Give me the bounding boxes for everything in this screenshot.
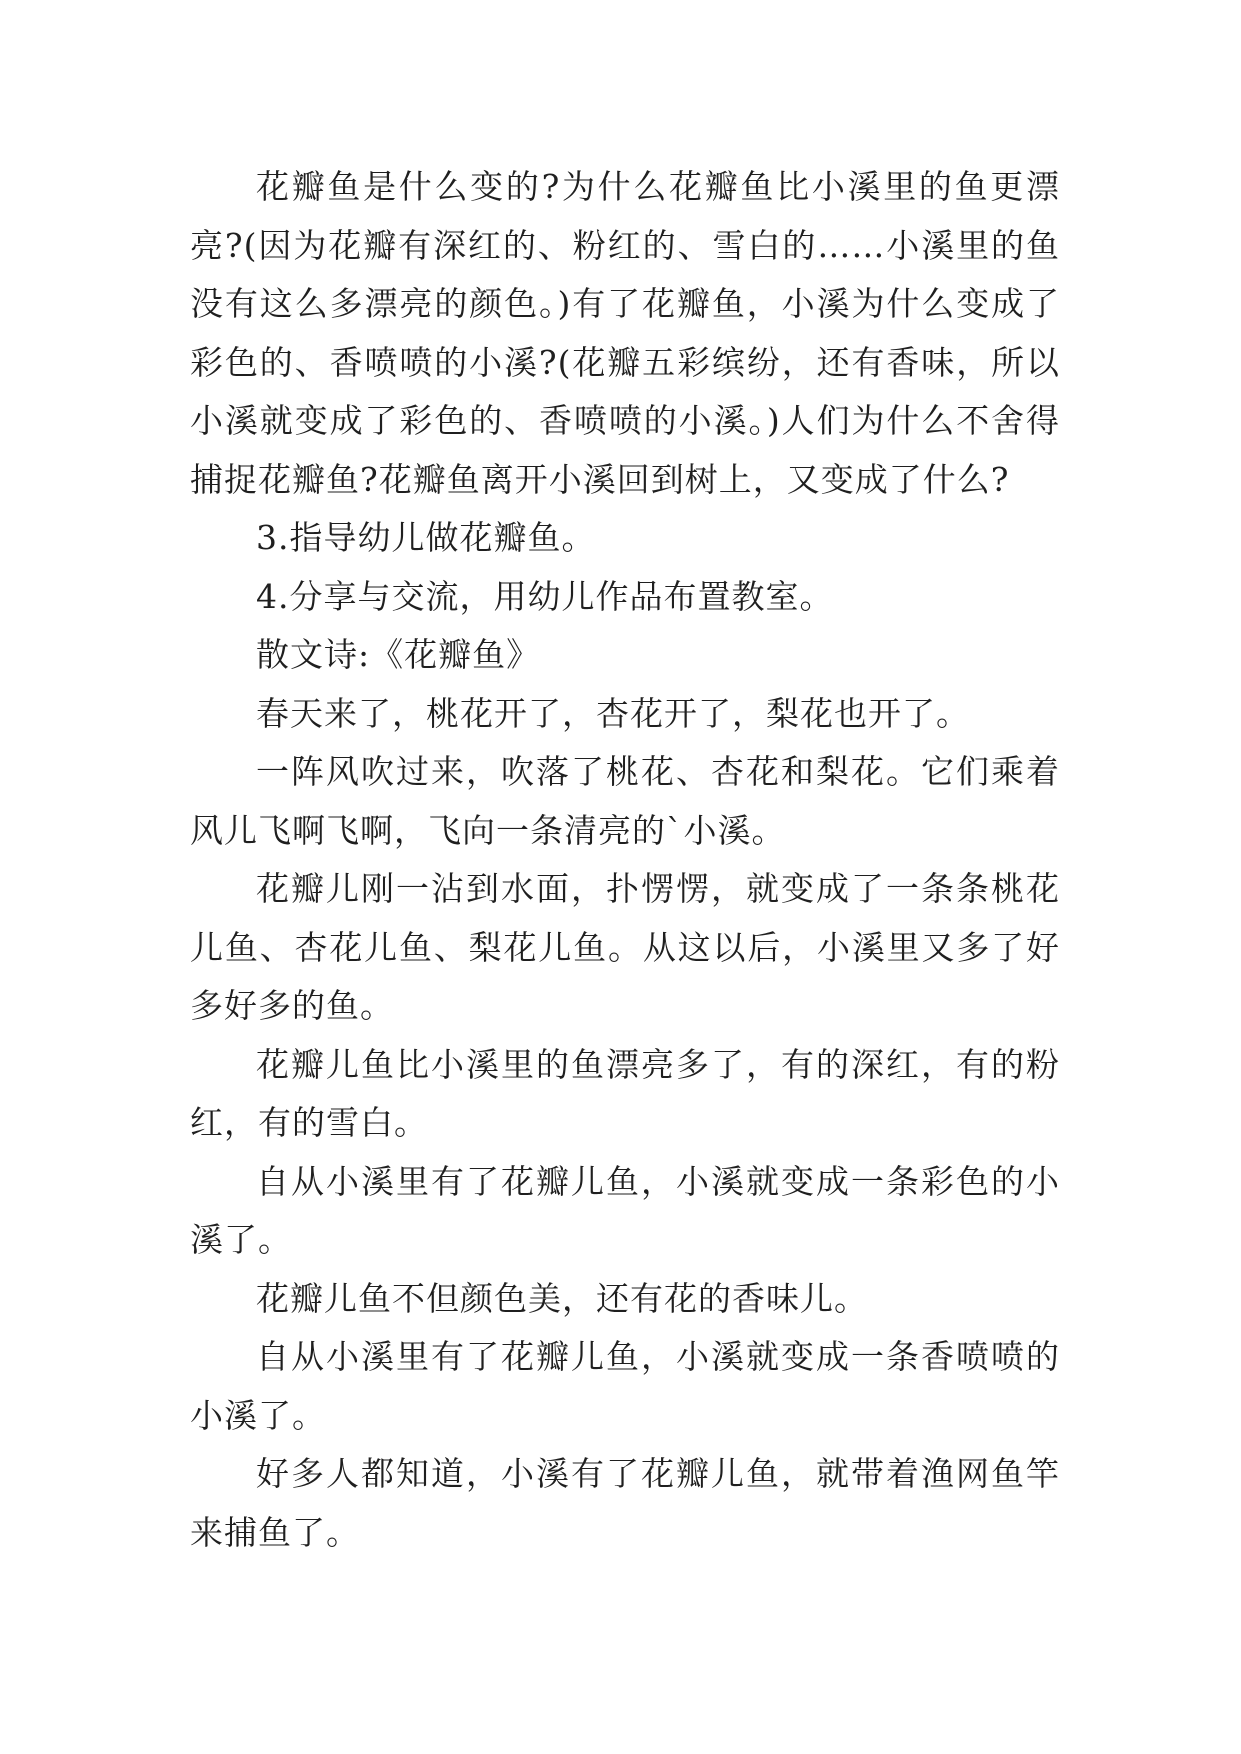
poem-paragraph: 好多人都知道，小溪有了花瓣儿鱼，就带着渔网鱼竿来捕鱼了。 [190,1454,1060,1552]
document-body [190,158,1060,1562]
poem-paragraph: 春天来了，桃花开了，杏花开了，梨花也开了。 [256,693,970,733]
poem-paragraph: 花瓣儿鱼不但颜色美，还有花的香味儿。 [256,1278,868,1318]
poem-title: 散文诗:《花瓣鱼》 [256,635,541,674]
poem-paragraph: 自从小溪里有了花瓣儿鱼，小溪就变成一条香喷喷的小溪了。 [190,1337,1060,1435]
poem-paragraph: 一阵风吹过来，吹落了桃花、杏花和梨花。它们乘着风儿飞啊飞啊，飞向一条清亮的`小溪。 [190,752,1060,850]
poem-paragraph: 花瓣儿鱼比小溪里的鱼漂亮多了，有的深红，有的粉红，有的雪白。 [190,1044,1060,1142]
paragraph-questions: 花瓣鱼是什么变的?为什么花瓣鱼比小溪里的鱼更漂亮?(因为花瓣有深红的、粉红的、雪白的……小溪里的鱼没有这么多漂亮的颜色。)有了花瓣鱼，小溪为什么变成了彩色的、香喷喷的小溪?(花瓣五彩缤纷，还有香味，所以小溪就变成了彩色的、香喷喷的小溪。)人们为什么不舍得捕捉花瓣鱼?花瓣鱼离开小溪回到树上，又变成了什么? [190,167,1060,499]
paragraph-step-4: 4.分享与交流，用幼儿作品布置教室。 [256,576,834,616]
poem-paragraph: 自从小溪里有了花瓣儿鱼，小溪就变成一条彩色的小溪了。 [190,1161,1060,1259]
poem-paragraph: 花瓣儿刚一沾到水面，扑愣愣，就变成了一条条桃花儿鱼、杏花儿鱼、梨花儿鱼。从这以后，小溪里又多了好多好多的鱼。 [190,869,1060,1025]
paragraph-step-3: 3.指导幼儿做花瓣鱼。 [256,518,596,557]
